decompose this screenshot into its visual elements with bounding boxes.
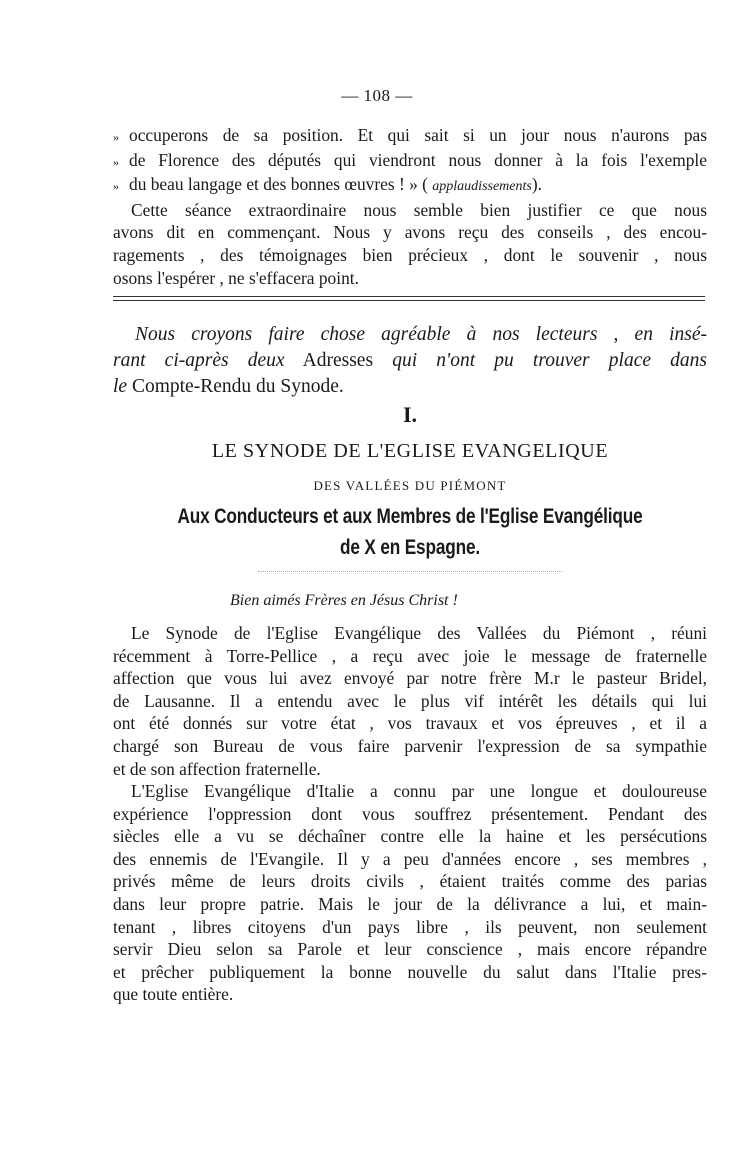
- text-line: osons l'espérer , ne s'effacera point.: [113, 267, 359, 288]
- text-line: [113, 173, 707, 199]
- section-number: I.: [402, 402, 418, 427]
- intro-text: qui n'ont pu trouver place dans: [392, 350, 707, 371]
- text-line: [113, 124, 707, 149]
- text-line: affection que vous lui avez envoyé par notre frère M.r le pasteur Bridel,: [113, 668, 707, 689]
- text-line: récemment à Torre-Pellice , a reçu avec joie le message de fraternelle: [113, 645, 707, 666]
- text-line: et de son affection fraternelle.: [113, 758, 321, 779]
- intro-text: Nous croyons faire chose agréable à nos lecteurs , en insé-: [135, 324, 707, 345]
- dotted-separator: [258, 571, 562, 572]
- line-text: du beau langage et des bonnes œuvres ! » (: [129, 174, 428, 195]
- text-line: privés même de leurs droits civils , étaient traités comme des parias: [113, 871, 707, 892]
- text-line: ragements , des témoignages bien précieux , dont le souvenir , nous: [113, 244, 707, 265]
- text-line: dans leur propre patrie. Mais le jour de la délivrance a lui, et main-: [113, 893, 707, 914]
- intro-text: le: [113, 376, 128, 397]
- text-line: Cette séance extraordinaire nous semble bien justifier ce que nous: [131, 199, 707, 220]
- line-text: occuperons de sa position. Et qui sait si un jour nous n'aurons pas: [129, 125, 707, 145]
- text-line: servir Dieu selon sa Parole et leur conscience , mais encore répandre: [113, 939, 707, 960]
- quote-mark: »: [113, 154, 119, 169]
- section-title: LE SYNODE DE L'EGLISE EVANGELIQUE: [211, 440, 609, 462]
- text-line: avons dit en commençant. Nous y avons reçu des conseils , des encou-: [113, 222, 707, 243]
- text-line: Le Synode de l'Eglise Evangélique des Vallées du Piémont , réuni: [131, 623, 707, 643]
- top-paragraph: [113, 124, 707, 289]
- page-number: — 108 —: [341, 86, 413, 105]
- body-paragraph: [113, 780, 707, 1006]
- intro-text: Adresses: [302, 350, 374, 371]
- text-line: chargé son Bureau de vous faire parvenir l'expression de sa sympathie: [113, 735, 707, 756]
- text-line: de Lausanne. Il a entendu avec le plus vif intérêt les détails qui lui: [113, 690, 707, 711]
- text-line: [113, 149, 707, 174]
- quote-mark: »: [113, 179, 119, 194]
- section-subtitle: DES VALLÉES DU PIÉMONT: [313, 478, 507, 493]
- quote-mark: »: [113, 130, 119, 144]
- text-line: L'Eglise Evangélique d'Italie a connu par une longue et douloureuse: [131, 781, 707, 801]
- intro-text: Compte-Rendu du Synode.: [131, 376, 344, 397]
- intro-text: rant ci-après deux: [113, 350, 285, 371]
- text-line: [113, 348, 707, 374]
- text-line: expérience l'oppression dont vous souffrez présentement. Pendant des: [113, 803, 707, 824]
- section-divider: [113, 296, 705, 301]
- salutation: Bien aimés Frères en Jésus Christ !: [230, 592, 458, 609]
- address-heading: de X en Espagne.: [340, 536, 480, 559]
- text-line: et prêcher publiquement la bonne nouvelle du salut dans l'Italie pres-: [113, 961, 707, 982]
- address-heading: Aux Conducteurs et aux Membres de l'Eglise Evangélique: [177, 505, 643, 528]
- applause-note: applaudissements: [432, 179, 532, 195]
- body-paragraph: [113, 622, 707, 780]
- text-line: [113, 322, 707, 348]
- line-text: de Florence des députés qui viendront nous donner à la fois l'exemple: [129, 149, 707, 170]
- text-line: ont été donnés sur votre état , vos travaux et vos épreuves , et il a: [113, 713, 707, 734]
- intro-paragraph: [113, 322, 707, 400]
- text-line: que toute entière.: [113, 984, 234, 1005]
- text-line: siècles elle a vu se déchaîner contre elle la haine et les persécutions: [113, 826, 707, 847]
- text-line: des ennemis de l'Evangile. Il y a peu d'années encore , ses membres ,: [113, 848, 707, 869]
- applause-close: ).: [531, 174, 542, 195]
- text-line: [113, 374, 707, 400]
- text-line: tenant , libres citoyens d'un pays libre , ils peuvent, non seulement: [113, 916, 707, 937]
